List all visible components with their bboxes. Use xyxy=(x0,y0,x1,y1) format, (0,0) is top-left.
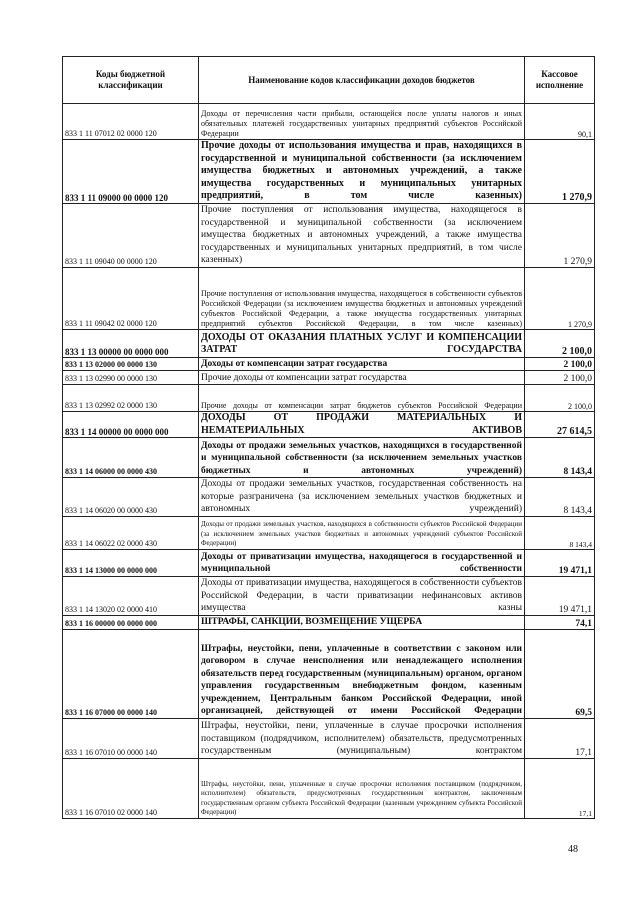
table-row xyxy=(63,385,595,412)
row-amount: 90,1 xyxy=(525,104,595,140)
table-row xyxy=(63,629,595,718)
table-row xyxy=(63,267,595,329)
row-name: ДОХОДЫ ОТ ПРОДАЖИ МАТЕРИАЛЬНЫХ И НЕМАТЕРИАЛЬНЫХ АКТИВОВ xyxy=(199,412,525,438)
row-name: Доходы от продажи земельных участков, государственная собственность на которые разграничена (за исключением земельных участков бюджетных и автономных учреждений) xyxy=(199,478,525,517)
table-row xyxy=(63,576,595,615)
row-amount: 1 270,9 xyxy=(525,140,595,204)
page-number: 48 xyxy=(568,844,578,855)
row-name: Прочие поступления от использования имущества, находящегося в собственности субъектов Российской Федерации (за исключением имущества бюджетных и автономных учреждений субъектов Российской Федерации, а также имущества государственных унитарных предприятий субъектов Российской Федерации, в том числе казенных) xyxy=(199,267,525,329)
row-amount: 2 100,0 xyxy=(525,329,595,357)
row-name: Штрафы, неустойки, пени, уплаченные в соответствии с законом или договором в случае неисполнения или ненадлежащего исполнения обязательств перед государственным (муниципальным) органом, органом управления государственным внебюджетным фондом, казенным учреждением, Центральным банком Российской Федерации, иной организацией, действующей от имени Российской Федерации xyxy=(199,629,525,718)
header-amount: Кассовое исполнение xyxy=(525,57,595,104)
table-row xyxy=(63,718,595,758)
row-code: 833 1 14 13020 02 0000 410 xyxy=(63,576,199,615)
table-row xyxy=(63,203,595,267)
row-amount: 8 143,4 xyxy=(525,478,595,517)
table-row xyxy=(63,357,595,371)
row-name: Прочие доходы от компенсации затрат бюджетов субъектов Российской Федерации xyxy=(199,385,525,412)
row-name: ДОХОДЫ ОТ ОКАЗАНИЯ ПЛАТНЫХ УСЛУГ И КОМПЕНСАЦИИ ЗАТРАТ ГОСУДАРСТВА xyxy=(199,329,525,357)
row-name: Доходы от приватизации имущества, находящегося в государственной и муниципальной собственности xyxy=(199,549,525,576)
row-code: 833 1 13 02992 02 0000 130 xyxy=(63,385,199,412)
row-amount: 2 100,0 xyxy=(525,357,595,371)
row-amount: 2 100,0 xyxy=(525,385,595,412)
row-code: 833 1 16 00000 00 0000 000 xyxy=(63,615,199,629)
row-code: 833 1 14 06022 02 0000 430 xyxy=(63,516,199,549)
table-row xyxy=(63,104,595,140)
header-name: Наименование кодов классификации доходов бюджетов xyxy=(199,57,525,104)
row-name: Прочие доходы от использования имущества и прав, находящихся в государственной и муниципальной собственности (за исключением имущества бюджетных и автономных учреждений, а также имущества государственных и муниципальных унитарных предприятий, в том числе казенных) xyxy=(199,140,525,204)
budget-revenue-table xyxy=(62,56,595,819)
table-row xyxy=(63,438,595,478)
table-row xyxy=(63,371,595,385)
row-code: 833 1 14 13000 00 0000 000 xyxy=(63,549,199,576)
row-code: 833 1 14 06020 00 0000 430 xyxy=(63,478,199,517)
row-name: Штрафы, неустойки, пени, уплаченные в случае просрочки исполнения поставщиком (подрядчиком, исполнителем) обязательств, предусмотренных государственным контрактом, заключенным государственным органом субъекта Российской Федерации (казенным учреждением субъекта Российской Федерации) xyxy=(199,758,525,818)
row-amount: 74,1 xyxy=(525,615,595,629)
row-amount: 1 270,9 xyxy=(525,267,595,329)
table-row xyxy=(63,516,595,549)
row-amount: 8 143,4 xyxy=(525,516,595,549)
row-code: 833 1 11 09042 02 0000 120 xyxy=(63,267,199,329)
row-code: 833 1 16 07010 00 0000 140 xyxy=(63,718,199,758)
row-amount: 17,1 xyxy=(525,718,595,758)
row-code: 833 1 14 06000 00 0000 430 xyxy=(63,438,199,478)
row-code: 833 1 11 07012 02 0000 120 xyxy=(63,104,199,140)
row-name: ШТРАФЫ, САНКЦИИ, ВОЗМЕЩЕНИЕ УЩЕРБА xyxy=(199,615,525,629)
row-name: Доходы от компенсации затрат государства xyxy=(199,357,525,371)
row-code: 833 1 16 07000 00 0000 140 xyxy=(63,629,199,718)
table-row xyxy=(63,549,595,576)
row-name: Штрафы, неустойки, пени, уплаченные в случае просрочки исполнения поставщиком (подрядчиком, исполнителем) обязательств, предусмотренных государственным (муниципальным) контрактом xyxy=(199,718,525,758)
table-row xyxy=(63,412,595,438)
row-name: Доходы от приватизации имущества, находящегося в собственности субъектов Российской Федерации, в части приватизации нефинансовых активов имущества казны xyxy=(199,576,525,615)
row-code: 833 1 13 00000 00 0000 000 xyxy=(63,329,199,357)
table-header-row xyxy=(63,57,595,104)
row-amount: 69,5 xyxy=(525,629,595,718)
table-row xyxy=(63,478,595,517)
table-row xyxy=(63,329,595,357)
row-amount: 19 471,1 xyxy=(525,549,595,576)
row-amount: 27 614,5 xyxy=(525,412,595,438)
table-row xyxy=(63,615,595,629)
row-code: 833 1 13 02000 00 0000 130 xyxy=(63,357,199,371)
row-amount: 19 471,1 xyxy=(525,576,595,615)
table-row xyxy=(63,758,595,818)
row-name: Доходы от продажи земельных участков, находящихся в государственной и муниципальной собственности (за исключением земельных участков бюджетных и автономных учреждений) xyxy=(199,438,525,478)
row-amount: 2 100,0 xyxy=(525,371,595,385)
table-row xyxy=(63,140,595,204)
row-name: Доходы от перечисления части прибыли, остающейся после уплаты налогов и иных обязательных платежей государственных унитарных предприятий субъектов Российской Федерации xyxy=(199,104,525,140)
row-name: Прочие поступления от использования имущества, находящегося в государственной и муниципальной собственности (за исключением имущества бюджетных и автономных учреждений, а также имущества государственных и муниципальных унитарных предприятий, в том числе казенных) xyxy=(199,203,525,267)
row-code: 833 1 14 00000 00 0000 000 xyxy=(63,412,199,438)
row-name: Прочие доходы от компенсации затрат государства xyxy=(199,371,525,385)
row-amount: 1 270,9 xyxy=(525,203,595,267)
row-code: 833 1 13 02990 00 0000 130 xyxy=(63,371,199,385)
row-amount: 8 143,4 xyxy=(525,438,595,478)
row-code: 833 1 11 09040 00 0000 120 xyxy=(63,203,199,267)
row-amount: 17,1 xyxy=(525,758,595,818)
row-name: Доходы от продажи земельных участков, находящихся в собственности субъектов Российской Федерации (за исключением земельных участков бюджетных и автономных учреждений субъектов Российской Федерации) xyxy=(199,516,525,549)
header-code: Коды бюджетной классификации xyxy=(63,57,199,104)
row-code: 833 1 11 09000 00 0000 120 xyxy=(63,140,199,204)
row-code: 833 1 16 07010 02 0000 140 xyxy=(63,758,199,818)
